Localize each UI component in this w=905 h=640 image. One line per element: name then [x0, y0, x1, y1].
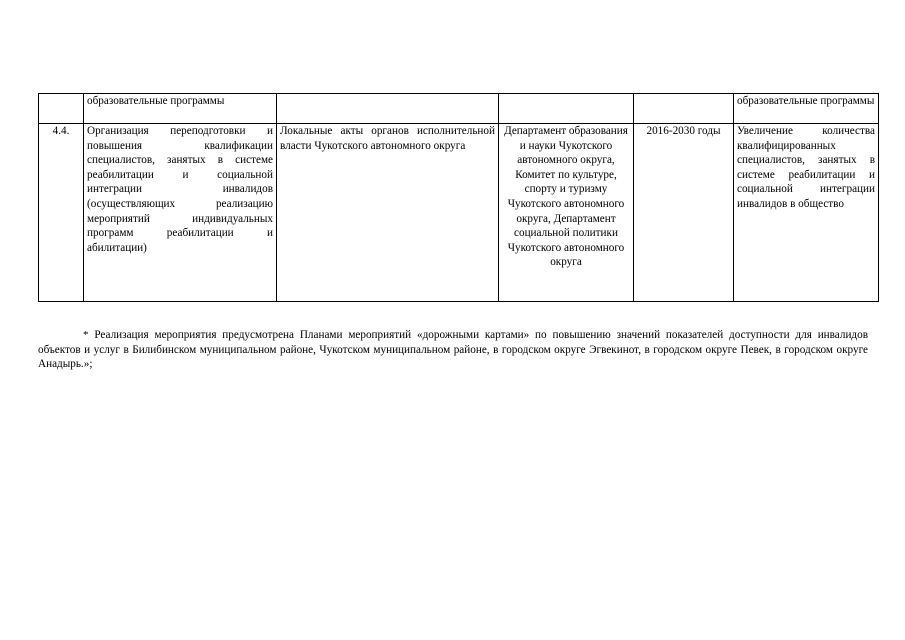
- cell-name-tail: образовательные программы: [84, 94, 277, 124]
- cell-expected-result: Увеличение количества квалифицированных специалистов, занятых в системе реабилитации и социальной интеграции инвалидов в общество: [734, 124, 879, 302]
- measures-table: [38, 93, 879, 302]
- cell-period: 2016-2030 годы: [634, 124, 734, 302]
- cell-result-tail: образовательные программы: [734, 94, 879, 124]
- cell-legal-basis: Локальные акты органов исполнительной власти Чукотского автономного округа: [277, 124, 499, 302]
- cell-number-empty: [39, 94, 84, 124]
- cell-executor-empty: [499, 94, 634, 124]
- table-row-4-4: [39, 124, 879, 302]
- cell-executor: Департамент образования и науки Чукотского автономного округа, Комитет по культуре, спорту и туризму Чукотского автономного округа, Департамент социальной политики Чукотского автономного округа: [499, 124, 634, 302]
- cell-legal-basis-empty: [277, 94, 499, 124]
- cell-number: 4.4.: [39, 124, 84, 302]
- table-row-continuation: [39, 94, 879, 124]
- cell-measure-name: Организация переподготовки и повышения квалификации специалистов, занятых в системе реабилитации и социальной интеграции инвалидов (осуществляющих реализацию мероприятий индивидуальных программ реабилитации и абилитации): [84, 124, 277, 302]
- footnote-text: Реализация мероприятия предусмотрена Планами мероприятий «дорожными картами» по повышению значений показателей доступности для инвалидов объектов и услуг в Билибинском муниципальном районе, Чукотском муниципальном районе, в городском округе Эгвекинот, в городском округе Певек, в городском округе Анадырь.»;: [38, 329, 868, 371]
- cell-period-empty: [634, 94, 734, 124]
- footnote-mark: *: [83, 329, 89, 342]
- footnote: [38, 328, 868, 372]
